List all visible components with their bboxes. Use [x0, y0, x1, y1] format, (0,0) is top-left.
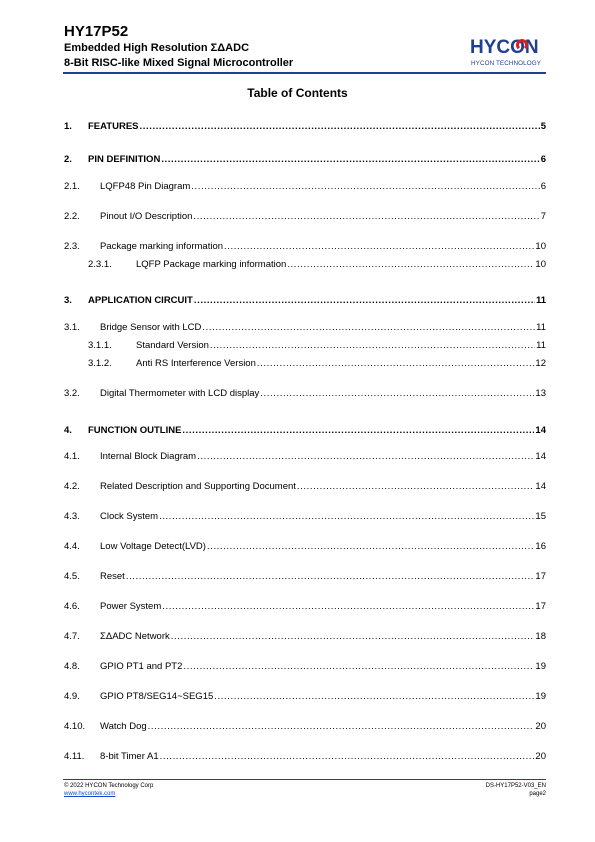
- toc-entry[interactable]: [64, 540, 546, 554]
- toc-entry-page: 11: [536, 322, 546, 333]
- toc-dot-leader: [191, 180, 539, 194]
- hycon-logo: [470, 37, 552, 71]
- toc-entry-title: Related Description and Supporting Document: [100, 481, 296, 492]
- toc-entry-title: Clock System: [100, 511, 159, 522]
- toc-dot-leader: [210, 339, 535, 353]
- toc-entry-title: Power System: [100, 601, 162, 612]
- toc-entry-title: Digital Thermometer with LCD display: [100, 388, 260, 399]
- toc-entry-page: 11: [536, 340, 546, 351]
- toc-dot-leader: [287, 258, 534, 272]
- toc-dot-leader: [140, 120, 540, 134]
- toc-entry[interactable]: [64, 600, 546, 614]
- toc-entry-number: 4.9.: [64, 691, 80, 702]
- toc-entry-page: 18: [535, 631, 546, 642]
- toc-entry-number: 1.: [64, 121, 72, 132]
- toc-dot-leader: [202, 321, 535, 335]
- toc-entry-page: 14: [535, 481, 546, 492]
- toc-entry-number: 3.: [64, 295, 72, 306]
- toc-entry-page: 17: [535, 571, 546, 582]
- toc-dot-leader: [161, 153, 539, 167]
- toc-entry-number: 4.6.: [64, 601, 80, 612]
- toc-dot-leader: [148, 720, 535, 734]
- toc-entry-page: 7: [540, 211, 546, 222]
- toc-entry-title: Watch Dog: [100, 721, 147, 732]
- toc-entry-title: ΣΔADC Network: [100, 631, 170, 642]
- toc-entry-page: 19: [535, 661, 546, 672]
- toc-entry[interactable]: [64, 294, 546, 308]
- toc-entry[interactable]: [64, 690, 546, 704]
- toc-entry-page: 6: [540, 154, 546, 165]
- toc-entry-title: FUNCTION OUTLINE: [88, 425, 182, 436]
- toc-entry-title: Low Voltage Detect(LVD): [100, 541, 206, 552]
- toc-entry-number: 4.8.: [64, 661, 80, 672]
- footer-doc-id: DS-HY17P52-V03_EN: [485, 783, 546, 789]
- toc-entry-page: 6: [540, 181, 546, 192]
- toc-dot-leader: [214, 690, 534, 704]
- toc-entry-page: 15: [535, 511, 546, 522]
- toc-dot-leader: [171, 630, 535, 644]
- toc-entry-title: Standard Version: [136, 340, 209, 351]
- toc-entry[interactable]: [88, 258, 546, 272]
- toc-entry-page: 10: [535, 259, 546, 270]
- toc-entry-title: LQFP48 Pin Diagram: [100, 181, 191, 192]
- toc-entry-page: 10: [535, 241, 546, 252]
- toc-dot-leader: [126, 570, 535, 584]
- toc-entry-number: 2.3.1.: [88, 259, 112, 270]
- toc-dot-leader: [182, 424, 534, 438]
- logo-wordmark: HYCON: [470, 37, 539, 58]
- toc-entry[interactable]: [64, 630, 546, 644]
- logo-ring-icon: [516, 39, 528, 51]
- toc-entry[interactable]: [64, 660, 546, 674]
- toc-dot-leader: [159, 510, 534, 524]
- toc-dot-leader: [297, 480, 535, 494]
- toc-dot-leader: [193, 210, 539, 224]
- toc-entry[interactable]: [64, 387, 546, 401]
- toc-dot-leader: [224, 240, 534, 254]
- toc-entry-page: 20: [535, 721, 546, 732]
- toc-entry[interactable]: [64, 240, 546, 254]
- toc-entry-page: 11: [535, 295, 546, 306]
- toc-entry-page: 17: [535, 601, 546, 612]
- toc-entry-page: 13: [535, 388, 546, 399]
- footer-website-link[interactable]: www.hycontek.com: [64, 791, 116, 797]
- toc-entry[interactable]: [64, 424, 546, 438]
- toc-entry-title: Reset: [100, 571, 125, 582]
- toc-entry-page: 14: [535, 451, 546, 462]
- toc-entry-title: Anti RS Interference Version: [136, 358, 256, 369]
- toc-entry-title: PIN DEFINITION: [88, 154, 161, 165]
- logo-tagline: HYCON TECHNOLOGY: [471, 60, 542, 67]
- toc-dot-leader: [207, 540, 534, 554]
- toc-entry-number: 2.: [64, 154, 72, 165]
- toc-dot-leader: [257, 357, 535, 371]
- toc-entry-title: GPIO PT8/SEG14~SEG15: [100, 691, 214, 702]
- toc-dot-leader: [160, 750, 535, 764]
- toc-dot-leader: [194, 294, 535, 308]
- toc-entry-number: 3.1.: [64, 322, 80, 333]
- toc-entry-number: 4.3.: [64, 511, 80, 522]
- toc-entry-title: 8-bit Timer A1: [100, 751, 159, 762]
- toc-entry-number: 4.: [64, 425, 72, 436]
- toc-entry-number: 4.11.: [64, 751, 85, 762]
- document-title: HY17P52: [64, 23, 129, 40]
- toc-entry[interactable]: [64, 120, 546, 134]
- toc-entry-page: 14: [535, 425, 546, 436]
- toc-entry-number: 4.7.: [64, 631, 80, 642]
- document-subtitle-1: Embedded High Resolution ΣΔADC: [64, 42, 250, 54]
- toc-entry-number: 4.4.: [64, 541, 80, 552]
- toc-entry[interactable]: [88, 339, 546, 353]
- toc-entry[interactable]: [64, 321, 546, 335]
- toc-entry-number: 2.3.: [64, 241, 80, 252]
- toc-entry-number: 4.10.: [64, 721, 86, 732]
- footer-divider: [63, 779, 546, 780]
- toc-entry-title: Pinout I/O Description: [100, 211, 193, 222]
- toc-entry-page: 16: [535, 541, 546, 552]
- footer-page-number: page2: [529, 791, 546, 797]
- toc-entry-number: 2.1.: [64, 181, 80, 192]
- toc-entry-title: LQFP Package marking information: [136, 259, 287, 270]
- toc-entry[interactable]: [64, 210, 546, 224]
- toc-entry-number: 3.1.2.: [88, 358, 112, 369]
- toc-entry-number: 2.2.: [64, 211, 80, 222]
- toc-entry-page: 5: [540, 121, 546, 132]
- toc-entry-number: 4.1.: [64, 451, 80, 462]
- toc-entry-page: 19: [535, 691, 546, 702]
- toc-entry-title: Internal Block Diagram: [100, 451, 197, 462]
- toc-entry[interactable]: [88, 357, 546, 371]
- toc-dot-leader: [183, 660, 534, 674]
- toc-entry-number: 3.2.: [64, 388, 80, 399]
- toc-heading: Table of Contents: [247, 86, 348, 100]
- document-subtitle-2: 8-Bit RISC-like Mixed Signal Microcontroller: [64, 57, 294, 69]
- toc-dot-leader: [162, 600, 534, 614]
- toc-entry-title: Package marking information: [100, 241, 224, 252]
- toc-entry-title: GPIO PT1 and PT2: [100, 661, 183, 672]
- toc-entry-title: FEATURES: [88, 121, 139, 132]
- footer-copyright: © 2022 HYCON Technology Corp: [64, 783, 154, 789]
- toc-entry[interactable]: [64, 720, 546, 734]
- toc-entry-number: 3.1.1.: [88, 340, 112, 351]
- toc-entry-title: APPLICATION CIRCUIT: [88, 295, 193, 306]
- toc-entry[interactable]: [64, 510, 546, 524]
- toc-entry-page: 12: [535, 358, 546, 369]
- toc-entry-page: 20: [535, 751, 546, 762]
- toc-entry-number: 4.2.: [64, 481, 80, 492]
- toc-entry-number: 4.5.: [64, 571, 80, 582]
- toc-entry[interactable]: [64, 570, 546, 584]
- toc-entry[interactable]: [64, 480, 546, 494]
- toc-entry[interactable]: [64, 450, 546, 464]
- toc-entry-title: Bridge Sensor with LCD: [100, 322, 202, 333]
- toc-entry[interactable]: [64, 153, 546, 167]
- header-divider: [63, 72, 546, 74]
- toc-entry[interactable]: [64, 180, 546, 194]
- toc-entry[interactable]: [64, 750, 546, 764]
- toc-dot-leader: [197, 450, 534, 464]
- toc-dot-leader: [260, 387, 534, 401]
